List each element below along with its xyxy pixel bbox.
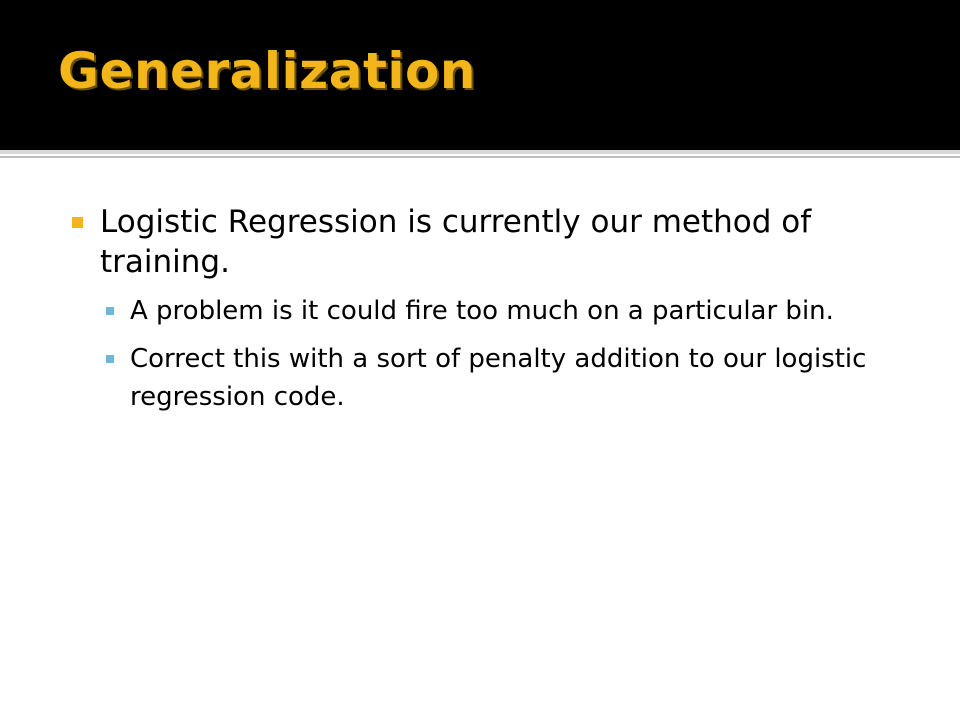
bullet-text: A problem is it could fire too much on a particular bin. bbox=[130, 296, 834, 326]
title-divider bbox=[0, 150, 960, 154]
bullet-level2 bbox=[104, 292, 892, 330]
bullet-text: Logistic Regression is currently our method of training. bbox=[100, 204, 812, 280]
bullet-level2 bbox=[104, 340, 892, 416]
title-bar bbox=[0, 0, 960, 150]
title-divider-secondary bbox=[0, 156, 960, 158]
bullet-level1 bbox=[72, 202, 892, 282]
slide-title: Generalization bbox=[58, 42, 476, 100]
square-bullet-icon bbox=[72, 217, 83, 228]
slide-body bbox=[72, 202, 892, 426]
bullet-text: Correct this with a sort of penalty addition to our logistic regression code. bbox=[130, 344, 867, 412]
square-bullet-icon bbox=[106, 355, 114, 363]
square-bullet-icon bbox=[106, 307, 114, 315]
